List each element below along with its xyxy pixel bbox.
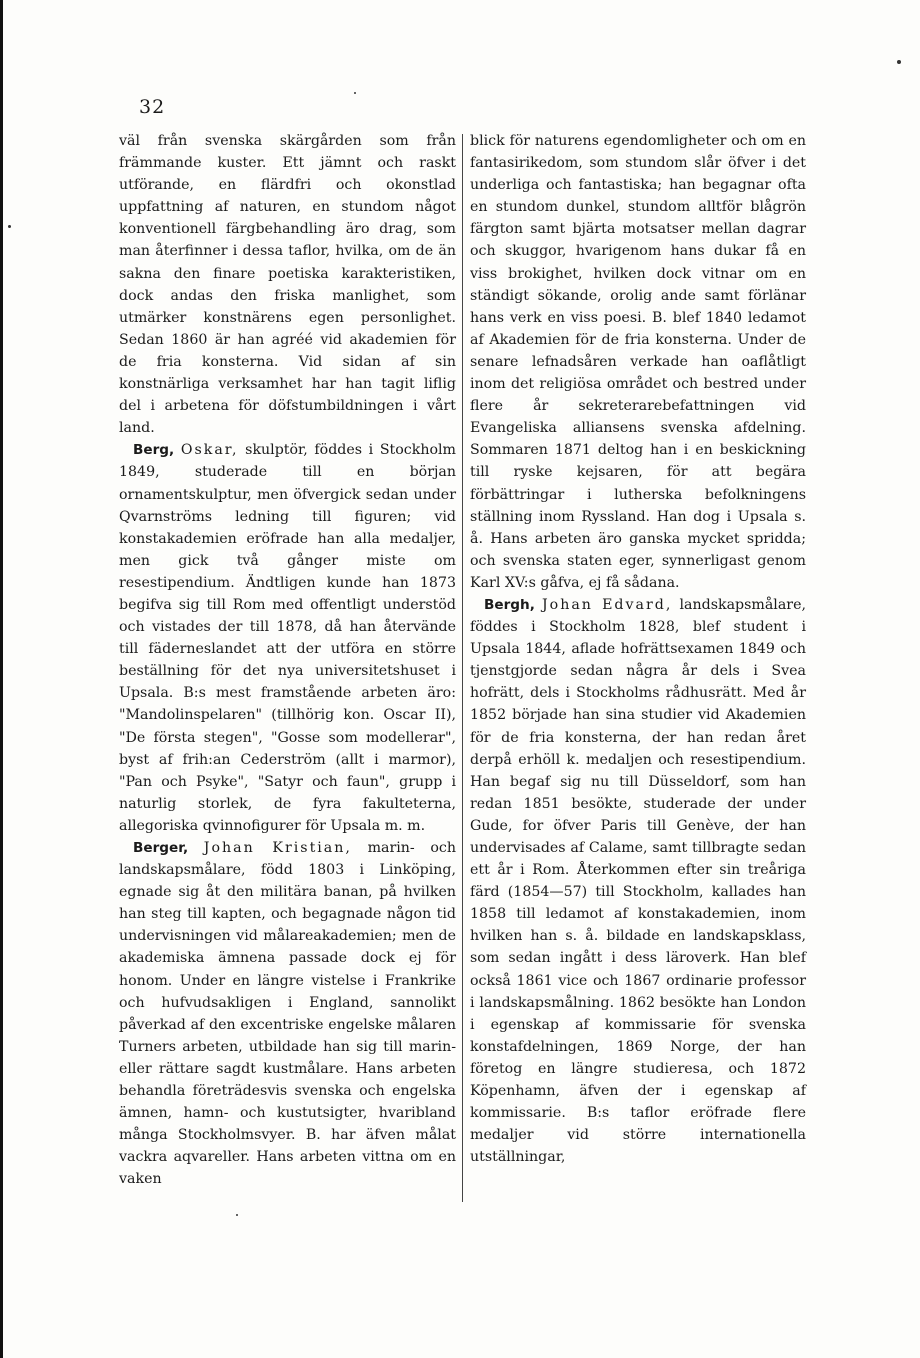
column-divider: [462, 134, 463, 1202]
entry-text: skulptör, föddes i Stockholm 1849, studerade till en början ornamentskulptur, men öfvergick sedan under Qvarnströms ledning till figuren; vid konstakademien eröfrade han alla medaljer, men gick två gånger miste om resestipendium. Ändtligen kunde han 1873 begifva sig till Rom med offentligt understöd och vistades der till 1878, då han återvände till fäderneslandet att der utföra en större beställning för det nya universitetshuset i Upsala. B:s mest framstående arbeten äro: "Mandolinspelaren" (tillhörig kon. Oscar II), "De första stegen", "Gosse som modellerar", byst af frih:an Cederström (allt i marmor), "Pan och Psyke", "Satyr och faun", grupp i naturlig storlek, de fyra fakulteterna, allegoriska qvinnofigurer för Upsala m. m.: [119, 442, 457, 834]
scan-speck: [354, 92, 356, 94]
entry-text: landskapsmålare, föddes i Stockholm 1828, blef student i Upsala 1844, aflade hofrättsexamen 1849 och tjenstgjorde sedan några år dels i Svea hofrätt, dels i Stockholms rådhusrätt. Med år 1852 började han sina studier vid Akademien för de fria konsterna, der han redan året derpå erhöll k. medaljen och resestipendium. Han begaf sig nu till Düsseldorf, som han redan 1851 besökte, studerade der under Gude, for öfver Paris till Genève, der han undervisades af Calame, samt tillbragte sedan ett år i Rom. Återkommen efter sin treåriga färd (1854—57) till Stockholm, kallades han 1858 till ledamot af konstakademien, inom hvilken han s. å. bildade en landskapsklass, som sedan ingått i dess läroverk. Han blef också 1861 vice och 1867 ordinarie professor i landskapsmålning. 1862 besökte han London i egenskap af kommissarie för svenska konstafdelningen, 1869 Norge, der han företog en längre studieresa, och 1872 Köpenhamn, äfven der i egenskap af kommissarie. B:s taflor eröfrade flere medaljer vid större internationella utställningar,: [470, 596, 806, 1166]
entry-given-name: Johan Kristian,: [203, 840, 352, 856]
entry-berg-oskar: [119, 439, 456, 837]
left-column: [119, 130, 456, 1191]
entry-headword: Berg,: [133, 442, 175, 459]
entry-headword: Bergh,: [484, 596, 535, 613]
scan-speck: [897, 60, 901, 64]
scan-speck: [236, 1214, 238, 1216]
scan-speck: [8, 225, 11, 228]
entry-headword: Berger,: [133, 840, 189, 856]
continued-entry-paragraph: väl från svenska skärgården som från främmande kuster. Ett jämnt och raskt utförande, en flärdfri och okonstlad uppfattning af naturen, en stundom något konventionell färgbehandling äro drag, som man återfinner i dessa taflor, hvilka, om de än sakna den finare poetiska karakteristiken, dock andas den friska manlighet, som utmärker konstnärens egen personlighet. Sedan 1860 är han agréé vid akademien för de fria konsterna. Vid sidan af sin konstnärliga verksamhet har han tagit liflig del i arbetena för döfstumbildningen i vårt land.: [119, 133, 456, 437]
entry-bergh-johan-edvard: [470, 594, 806, 1168]
page-number: 32: [139, 96, 166, 118]
entry-text: marin- och landskapsmålare, född 1803 i Linköping, egnade sig åt den militära banan, på hvilken han steg till kapten, och begagnade någon tid undervisningen vid målareakademien; men de akademiska ämnena passade dock ej för honom. Under en längre vistelse i Frankrike och hufvudsakligen i England, sannolikt påverkad af den excentriske engelske målaren Turners arbeten, utbildade han sig till marin- eller rättare sagdt kustmålare. Hans arbeten behandla företrädesvis svenska och engelska ämnen, hamn- och kustutsigter, hvaribland många Stockholmsvyer. B. har äfven målat vackra aqvareller. Hans arbeten vittna om en vaken: [119, 840, 456, 1188]
entry-berger-johan-kristian: [119, 837, 456, 1191]
scan-edge: [0, 0, 3, 1358]
right-column: [470, 130, 806, 1168]
entry-given-name: Oskar,: [180, 442, 239, 459]
continued-entry-paragraph: blick för naturens egendomligheter och om en fantasirikedom, som stundom slår öfver i det underliga och fantastiska; han begagnar ofta en stundom dunkel, stundom alltför blågrön färgton samt bjärta motsatser mellan dagrar och skuggor, hvarigenom hans dukar få en viss brokighet, hvilken dock vitnar om en ständigt sökande, orolig ande samt förlänar hans verk en viss poesi. B. blef 1840 ledamot af Akademien för de fria konsterna. Under de senare lefnadsåren verkade han oaflåtligt inom det religiösa området och bestred under flere år sekreterarebefattningen vid Evangeliska alliansens svenska afdelning. Sommaren 1871 deltog han i en beskickning till ryske kejsaren, för att begära förbättringar i lutherska befolkningens ställning inom Ryssland. Han dog i Upsala s. å. Hans arbeten äro ganska mycket spridda; och svenska staten eger, synnerligast genom Karl XV:s gåfva, ej få sådana.: [470, 133, 806, 591]
entry-given-name: Johan Edvard,: [541, 596, 673, 613]
